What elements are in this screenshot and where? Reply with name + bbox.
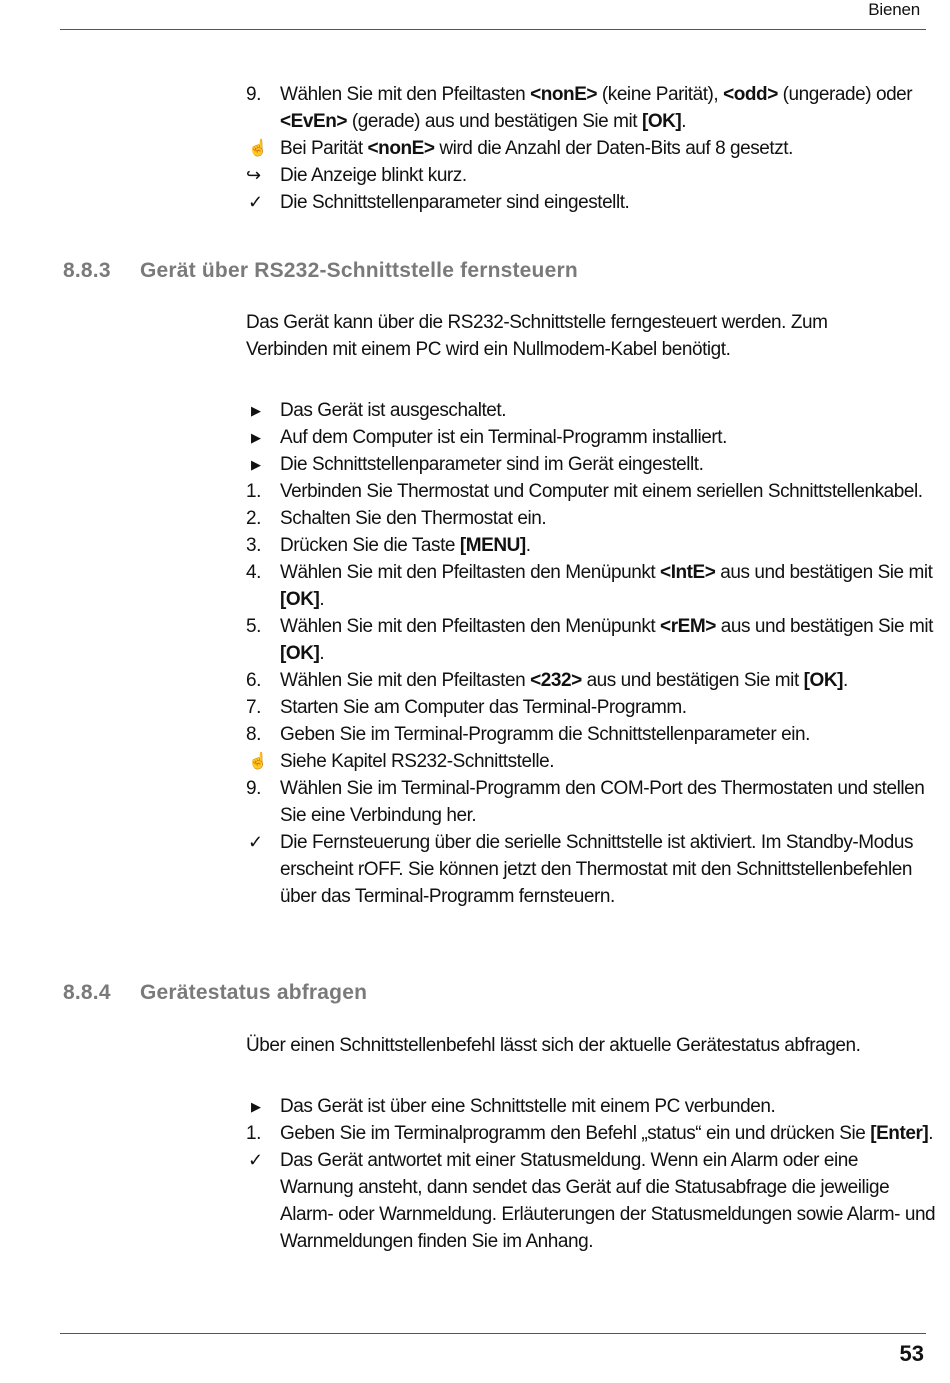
item-text: Bei Parität [280,138,368,159]
page-number: 53 [899,1341,924,1366]
item-text: Verbinden Sie Thermostat und Computer mit einem seriellen Schnittstellenkabel. [280,481,923,502]
item-text: Wählen Sie mit den Pfeiltasten den Menüpunkt [280,562,661,583]
step-number: 6. [246,670,261,691]
step-number: 1. [246,1123,261,1144]
prerequisite-triangle-icon: ▶ [251,403,261,418]
item-text: Geben Sie im Terminal-Programm die Schnittstellenparameter ein. [280,724,810,745]
ui-key-reference: [OK] [641,111,682,132]
hand-note-icon: ☝ [248,753,268,770]
item-text: Geben Sie im Terminalprogramm den Befehl „status“ ein und drücken Sie [280,1123,871,1144]
ui-key-reference: <232> [530,670,582,691]
prerequisite-item [246,397,936,424]
section-number: 8.8.3 [63,259,111,282]
checkmark-icon: ✓ [248,1150,263,1170]
prerequisite-triangle-icon: ▶ [251,430,261,445]
section-intro: Über einen Schnittstellenbefehl lässt sich der aktuelle Gerätestatus abfragen. [246,1035,861,1056]
checkmark-icon: ✓ [248,832,263,852]
prerequisite-triangle-icon: ▶ [251,457,261,472]
step-number: 9. [246,84,261,105]
success-item [246,189,936,216]
footer-rule [60,1333,926,1334]
section-heading-8-8-4 [63,981,367,1005]
item-text: Wählen Sie mit den Pfeiltasten den Menüpunkt [280,616,661,637]
result-arrow-icon: ↪ [246,165,261,185]
step-number: 7. [246,697,261,718]
note-item [246,135,936,162]
ui-key-reference: <rEM> [660,616,716,637]
section-title: Gerät über RS232-Schnittstelle fernsteuern [140,259,578,282]
step-item [246,613,936,667]
item-text: Das Gerät antwortet mit einer Statusmeldung. Wenn ein Alarm oder eine Warnung ansteht, dann sendet das Gerät auf die Statusabfrage die jeweilige Alarm- oder Warnmeldung. Erläuterungen der Statusmeldungen sowie Alarm- und Warnmeldungen finden Sie im Anhang. [280,1150,936,1252]
item-text: . [319,643,325,664]
step-item [246,559,936,613]
hand-note-icon: ☝ [248,140,268,157]
item-text: aus und bestätigen Sie mit [581,670,804,691]
ui-key-reference: <nonE> [367,138,435,159]
item-text: . [319,589,325,610]
item-text: (ungerade) oder [777,84,913,105]
section-number: 8.8.4 [63,981,111,1004]
running-header: Bienen [868,0,920,19]
ui-key-reference: [OK] [803,670,843,691]
item-text: Das Gerät ist ausgeschaltet. [280,400,507,421]
prerequisite-item [246,424,936,451]
step-number: 5. [246,616,261,637]
ui-key-reference: <EvEn> [280,111,348,132]
step-item [246,775,936,829]
instruction-list [246,1093,936,1255]
item-text: (gerade) aus und bestätigen Sie mit [347,111,642,132]
item-text: Die Fernsteuerung über die serielle Schnittstelle ist aktiviert. Im Standby-Modus erscheint rOFF. Sie können jetzt den Thermostat mit den Schnittstellenbefehlen über das Terminal-Programm fernsteuern. [280,832,914,907]
step-number: 9. [246,778,261,799]
item-text: Die Schnittstellenparameter sind im Gerät eingestellt. [280,454,704,475]
item-text: aus und bestätigen Sie mit [715,562,933,583]
item-text: wird die Anzahl der Daten-Bits auf 8 gesetzt. [434,138,793,159]
step-item [246,667,936,694]
item-text: Schalten Sie den Thermostat ein. [280,508,547,529]
step-number: 2. [246,508,261,529]
step-number: 1. [246,481,261,502]
instruction-list [246,81,936,216]
item-text: Wählen Sie mit den Pfeiltasten [280,670,531,691]
ui-key-reference: <IntE> [660,562,716,583]
checkmark-icon: ✓ [248,192,263,212]
prerequisite-item [246,1093,936,1120]
item-text: (keine Parität), [597,84,724,105]
item-text: Wählen Sie mit den Pfeiltasten [280,84,531,105]
item-text: Starten Sie am Computer das Terminal-Programm. [280,697,687,718]
item-text: Die Anzeige blinkt kurz. [280,165,467,186]
item-text: . [681,111,687,132]
ui-key-reference: [OK] [280,643,320,664]
step-item [246,505,936,532]
step-number: 4. [246,562,261,583]
item-text: Wählen Sie im Terminal-Programm den COM-Port des Thermostaten und stellen Sie eine Verbindung her. [280,778,925,826]
section-intro: Das Gerät kann über die RS232-Schnittstelle ferngesteuert werden. Zum Verbinden mit einem PC wird ein Nullmodem-Kabel benötigt. [246,312,828,360]
step-item [246,478,936,505]
item-text: Das Gerät ist über eine Schnittstelle mit einem PC verbunden. [280,1096,776,1117]
ui-key-reference: [Enter] [870,1123,929,1144]
ui-key-reference: [OK] [280,589,320,610]
instruction-list [246,397,936,910]
item-text: Auf dem Computer ist ein Terminal-Programm installiert. [280,427,727,448]
ui-key-reference: [MENU] [459,535,526,556]
step-item [246,721,936,748]
item-text: . [928,1123,934,1144]
step-number: 3. [246,535,261,556]
section-title: Gerätestatus abfragen [140,981,368,1004]
success-item [246,1147,936,1255]
item-text: Siehe Kapitel RS232-Schnittstelle. [280,751,555,772]
step-item [246,532,936,559]
item-text: Drücken Sie die Taste [280,535,460,556]
step-number: 8. [246,724,261,745]
item-text: . [842,670,848,691]
header-rule [60,29,926,30]
ui-key-reference: <odd> [723,84,778,105]
item-text: aus und bestätigen Sie mit [715,616,933,637]
item-text: . [525,535,531,556]
result-item [246,162,936,189]
success-item [246,829,936,910]
note-item [246,748,936,775]
item-text: Die Schnittstellenparameter sind eingestellt. [280,192,630,213]
ui-key-reference: <nonE> [530,84,598,105]
step-item [246,1120,936,1147]
prerequisite-triangle-icon: ▶ [251,1099,261,1114]
prerequisite-item [246,451,936,478]
step-item [246,81,936,135]
step-item [246,694,936,721]
section-heading-8-8-3 [63,259,578,283]
